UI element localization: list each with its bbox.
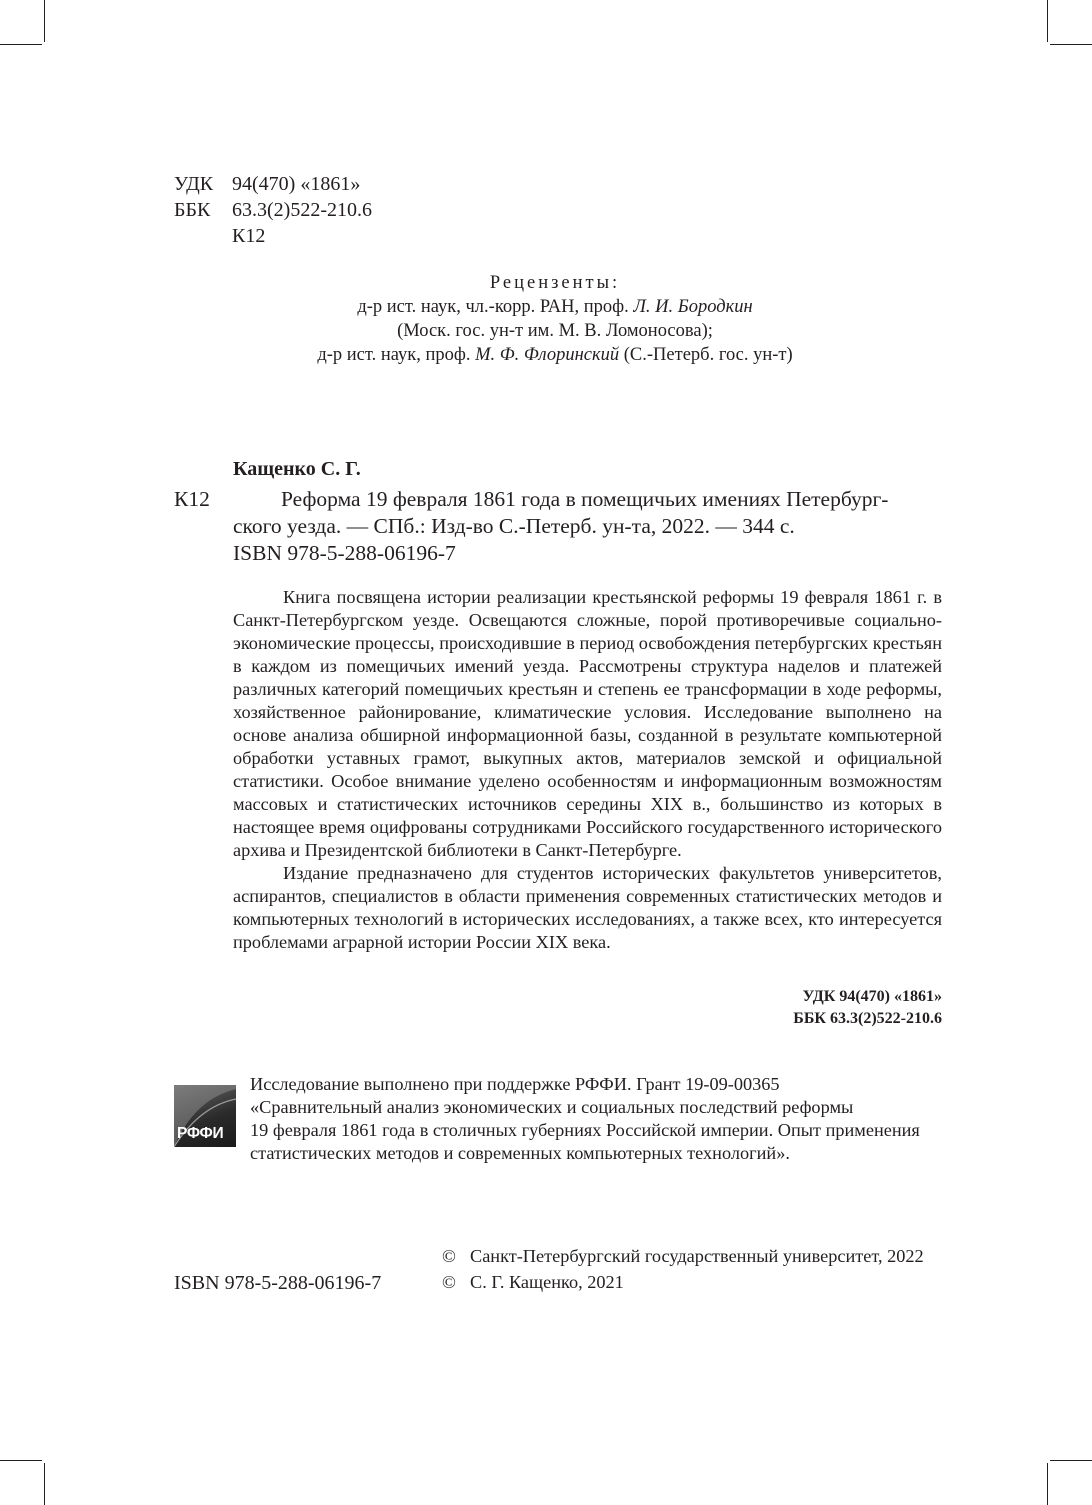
author-mark-line: [174, 223, 372, 249]
udk-value: 94(470) «1861»: [232, 173, 361, 195]
copyright-symbol: ©: [442, 1246, 456, 1266]
crop-mark: [1047, 0, 1048, 42]
copyright-isbn: ISBN 978-5-288-06196-7: [174, 1272, 382, 1294]
bbk-code: ББК 63.3(2)522-210.6: [793, 1010, 942, 1027]
reviewer-1-name: Л. И. Бородкин: [633, 297, 753, 317]
reviewer-2: [170, 342, 940, 368]
udk-line: [174, 171, 372, 197]
reviewers-heading: Рецензенты:: [489, 273, 621, 293]
bbk-label: ББК: [174, 199, 211, 221]
author-mark: К12: [232, 225, 266, 247]
abstract-paragraph-1: Книга посвящена истории реализации крестьянской реформы 19 февраля 1861 г. в Санкт-Петербургском уезде. Освещаются сложные, порой противоречивые социально-экономические процессы, происходившие в период освобождения петербургских крестьян в каждом из помещичьих имений уезда. Рассмотрены структура наделов и платежей различных категорий помещичьих крестьян и степень ее трансформации в ходе реформы, хозяйственное районирование, климатические условия. Исследование выполнено на основе анализа обширной информационной базы, созданной в результате компьютерной обработки уставных грамот, выкупных актов, материалов земской и официальной статистики. Особое внимание уделено особенностям и информационным возможностям массовых и статистических источников середины XIX в., большинство из которых в настоящее время оцифрованы сотрудниками Российского государственного исторического архива и Президентской библиотеки в Санкт-Петербурге.: [233, 587, 942, 860]
bbk-line: [174, 197, 372, 223]
abstract-paragraph-2: Издание предназначено для студентов исторических факультетов университетов, аспирантов, специалистов в области применения современных статистических методов и компьютерных технологий в исторических исследованиях, а также всех, кто интересуется проблемами аграрной истории России XIX века.: [233, 863, 942, 952]
crop-mark: [0, 1460, 42, 1461]
crop-mark: [1047, 1463, 1048, 1505]
abstract: [233, 586, 942, 954]
reviewer-1-credentials: д-р ист. наук, чл.-корр. РАН, проф.: [357, 297, 629, 317]
grant-line-2: «Сравнительный анализ экономических и социальных последствий реформы: [250, 1097, 854, 1117]
classification-block: [174, 171, 372, 249]
copyright-line-1: [442, 1243, 924, 1269]
udk-label: УДК: [174, 173, 214, 195]
grant-line-1: Исследование выполнено при поддержке РФФИ. Грант 19-09-00365: [250, 1074, 780, 1094]
grant-acknowledgement: [250, 1073, 920, 1165]
copyright-holder-1: Санкт-Петербургский государственный университет, 2022: [470, 1246, 924, 1266]
crop-mark: [1050, 1460, 1092, 1461]
rffi-logo: [174, 1085, 236, 1147]
copyright-symbol: ©: [442, 1272, 456, 1292]
entry-mark: К12: [174, 487, 210, 511]
reviewer-2-credentials: д-р ист. наук, проф.: [317, 345, 471, 365]
crop-mark: [44, 0, 45, 42]
grant-line-4: статистических методов и современных компьютерных технологий».: [250, 1143, 790, 1163]
grant-line-3: 19 февраля 1861 года в столичных губерниях Российской империи. Опыт применения: [250, 1120, 920, 1140]
udk-code: УДК 94(470) «1861»: [802, 988, 942, 1005]
reviewer-1-affiliation: (Моск. гос. ун-т им. М. В. Ломоносова);: [397, 321, 713, 341]
crop-mark: [0, 44, 42, 45]
reviewer-2-name: М. Ф. Флоринский: [475, 345, 620, 365]
entry-title-line-1: Реформа 19 февраля 1861 года в помещичьих имениях Петербург-: [281, 487, 889, 511]
entry-title-line-2: ского уезда. — СПб.: Изд-во С.-Петерб. ун-та, 2022. — 344 с.: [233, 514, 795, 538]
bbk-value: 63.3(2)522-210.6: [232, 199, 372, 221]
entry-author: Кащенко С. Г.: [233, 458, 361, 480]
crop-mark: [1050, 44, 1092, 45]
reviewer-1: [170, 294, 940, 320]
entry-isbn: ISBN 978-5-288-06196-7: [233, 541, 456, 565]
reviewer-2-affiliation: (С.-Петерб. гос. ун-т): [623, 345, 793, 365]
crop-mark: [44, 1463, 45, 1505]
classification-codes: [793, 986, 942, 1030]
copyright-line-2: [442, 1269, 624, 1295]
copyright-holder-2: С. Г. Кащенко, 2021: [470, 1272, 624, 1292]
rffi-logo-text: РФФИ: [177, 1125, 224, 1142]
